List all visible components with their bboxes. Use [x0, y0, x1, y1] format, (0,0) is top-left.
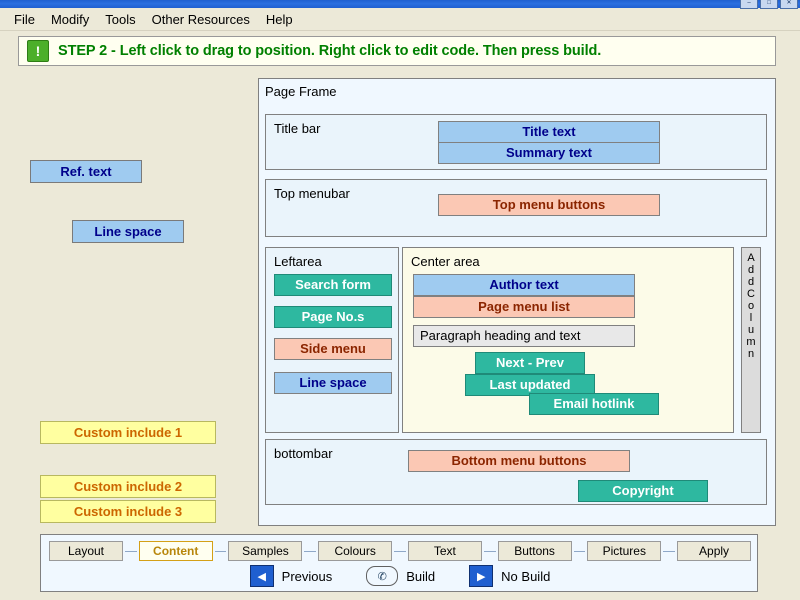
- build-label: Build: [406, 568, 436, 584]
- tab-separator: [574, 551, 586, 552]
- block-bottom-menu-buttons[interactable]: Bottom menu buttons: [408, 450, 630, 472]
- tab-samples[interactable]: Samples: [228, 541, 302, 561]
- add-column-strip[interactable]: A d d C o l u m n: [741, 247, 761, 433]
- block-last-updated[interactable]: Last updated: [465, 374, 595, 396]
- block-title-text[interactable]: Title text: [438, 121, 660, 143]
- tab-separator: [125, 551, 137, 552]
- previous-label: Previous: [281, 568, 333, 584]
- build-button[interactable]: [366, 566, 435, 586]
- previous-button[interactable]: [250, 565, 333, 587]
- tab-separator: [484, 551, 496, 552]
- menu-item-help[interactable]: Help: [265, 11, 293, 27]
- section-title-bar-label: Title bar: [274, 121, 321, 136]
- section-top-menubar-label: Top menubar: [274, 186, 350, 201]
- tab-separator: [304, 551, 316, 552]
- section-top-menubar[interactable]: [265, 179, 767, 237]
- section-title-bar[interactable]: [265, 114, 767, 170]
- menu-item-other-resources[interactable]: Other Resources: [151, 11, 250, 27]
- section-leftarea[interactable]: [265, 247, 399, 433]
- block-line-space[interactable]: Line space: [274, 372, 392, 394]
- block-summary-text[interactable]: Summary text: [438, 142, 660, 164]
- minimize-button[interactable]: –: [740, 0, 758, 9]
- tab-buttons[interactable]: Buttons: [498, 541, 572, 561]
- no-build-label: No Build: [501, 568, 551, 584]
- tab-text[interactable]: Text: [408, 541, 482, 561]
- palette-item-custom-include-2[interactable]: Custom include 2: [40, 475, 216, 498]
- no-build-button[interactable]: [469, 565, 550, 587]
- tab-apply[interactable]: Apply: [677, 541, 751, 561]
- menu-item-tools[interactable]: Tools: [105, 11, 136, 27]
- arrow-left-icon: ◀: [250, 565, 274, 587]
- window-controls: [740, 0, 798, 9]
- menu-item-file[interactable]: File: [14, 11, 35, 27]
- section-center-area-label: Center area: [411, 254, 480, 269]
- tab-separator: [215, 551, 227, 552]
- block-top-menu-buttons[interactable]: Top menu buttons: [438, 194, 660, 216]
- palette-item-line-space[interactable]: Line space: [72, 220, 184, 243]
- window-titlebar: [0, 0, 800, 8]
- menubar: [0, 8, 800, 31]
- section-leftarea-label: Leftarea: [274, 254, 322, 269]
- block-paragraph-heading-and-text[interactable]: Paragraph heading and text: [413, 325, 635, 347]
- exclamation-icon: !: [27, 40, 49, 62]
- tab-separator: [663, 551, 675, 552]
- block-side-menu[interactable]: Side menu: [274, 338, 392, 360]
- build-icon: ✆: [366, 566, 398, 586]
- section-center-area[interactable]: [402, 247, 734, 433]
- tab-colours[interactable]: Colours: [318, 541, 392, 561]
- palette-item-custom-include-1[interactable]: Custom include 1: [40, 421, 216, 444]
- page-frame-label: Page Frame: [265, 84, 337, 99]
- action-row: [41, 565, 759, 587]
- block-email-hotlink[interactable]: Email hotlink: [529, 393, 659, 415]
- tab-separator: [394, 551, 406, 552]
- menu-item-modify[interactable]: Modify: [50, 11, 90, 27]
- block-author-text[interactable]: Author text: [413, 274, 635, 296]
- arrow-right-icon: ▶: [469, 565, 493, 587]
- palette-item-custom-include-3[interactable]: Custom include 3: [40, 500, 216, 523]
- tab-layout[interactable]: Layout: [49, 541, 123, 561]
- step-banner-text: STEP 2 - Left click to drag to position. Right click to edit code. Then press build.: [58, 43, 602, 59]
- tab-content[interactable]: Content: [139, 541, 213, 561]
- tab-strip: [49, 541, 751, 561]
- block-page-menu-list[interactable]: Page menu list: [413, 296, 635, 318]
- close-button[interactable]: ✕: [780, 0, 798, 9]
- block-search-form[interactable]: Search form: [274, 274, 392, 296]
- block-copyright[interactable]: Copyright: [578, 480, 708, 502]
- bottom-toolbar: [40, 534, 758, 592]
- section-bottombar-label: bottombar: [274, 446, 333, 461]
- section-bottombar[interactable]: [265, 439, 767, 505]
- maximize-button[interactable]: □: [760, 0, 778, 9]
- palette-item-ref-text[interactable]: Ref. text: [30, 160, 142, 183]
- block-page-nos[interactable]: Page No.s: [274, 306, 392, 328]
- step-banner: [18, 36, 776, 66]
- block-next-prev[interactable]: Next - Prev: [475, 352, 585, 374]
- tab-pictures[interactable]: Pictures: [587, 541, 661, 561]
- page-frame[interactable]: [258, 78, 776, 526]
